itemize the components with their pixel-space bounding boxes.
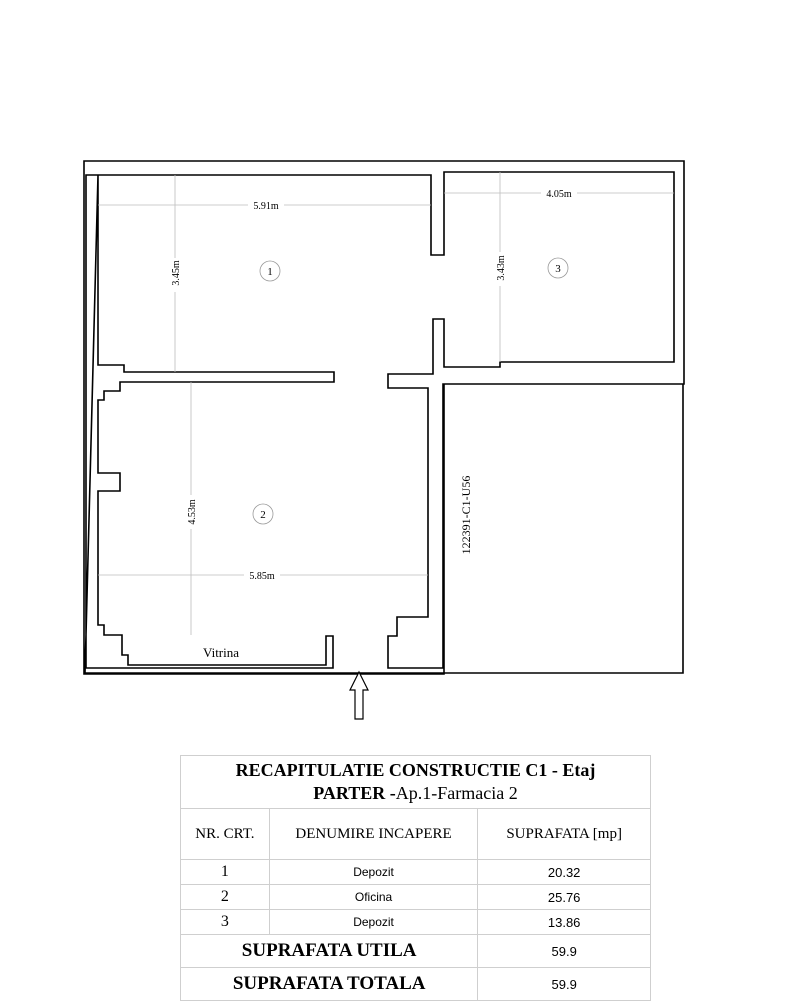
header-area: SUPRAFATA [mp]	[478, 809, 651, 860]
summary-title-line2	[181, 782, 650, 805]
utila-value: 59.9	[478, 935, 651, 968]
room-1-width-label: 5.91m	[253, 201, 279, 212]
room-2-height-label: 4.53m	[187, 499, 198, 525]
table-row	[181, 910, 651, 935]
totala-value: 59.9	[478, 968, 651, 1001]
room-3-number: 3	[555, 263, 561, 275]
summary-title-line1: RECAPITULATIE CONSTRUCTIE C1 - Etaj	[235, 760, 596, 780]
room-2-width-label: 5.85m	[249, 571, 275, 582]
row-nr: 2	[181, 885, 270, 910]
room-3-width-label: 4.05m	[546, 189, 572, 200]
room-1-height-label: 3.45m	[171, 260, 182, 286]
header-name: DENUMIRE INCAPERE	[269, 809, 478, 860]
entrance-arrow-icon	[350, 672, 368, 719]
summary-title	[181, 756, 651, 809]
table-row	[181, 860, 651, 885]
row-name: Depozit	[269, 860, 478, 885]
row-area: 20.32	[478, 860, 651, 885]
row-nr: 1	[181, 860, 270, 885]
room-3-height-label: 3.43m	[496, 255, 507, 281]
row-area: 25.76	[478, 885, 651, 910]
cadastral-code: 122391-C1-U56	[459, 475, 473, 555]
room-1-number: 1	[267, 266, 273, 278]
row-area: 13.86	[478, 910, 651, 935]
row-name: Oficina	[269, 885, 478, 910]
summary-table	[180, 755, 651, 1001]
row-nr: 3	[181, 910, 270, 935]
utila-label: SUPRAFATA UTILA	[181, 935, 478, 968]
header-nr: NR. CRT.	[181, 809, 270, 860]
row-name: Depozit	[269, 910, 478, 935]
table-row	[181, 885, 651, 910]
summary-title-apartment: Ap.1-Farmacia 2	[395, 783, 518, 803]
room-2-number: 2	[260, 509, 266, 521]
vitrina-label: Vitrina	[202, 645, 240, 660]
building-walls	[84, 161, 684, 674]
summary-title-floor: PARTER -	[313, 783, 396, 803]
totala-label: SUPRAFATA TOTALA	[181, 968, 478, 1001]
